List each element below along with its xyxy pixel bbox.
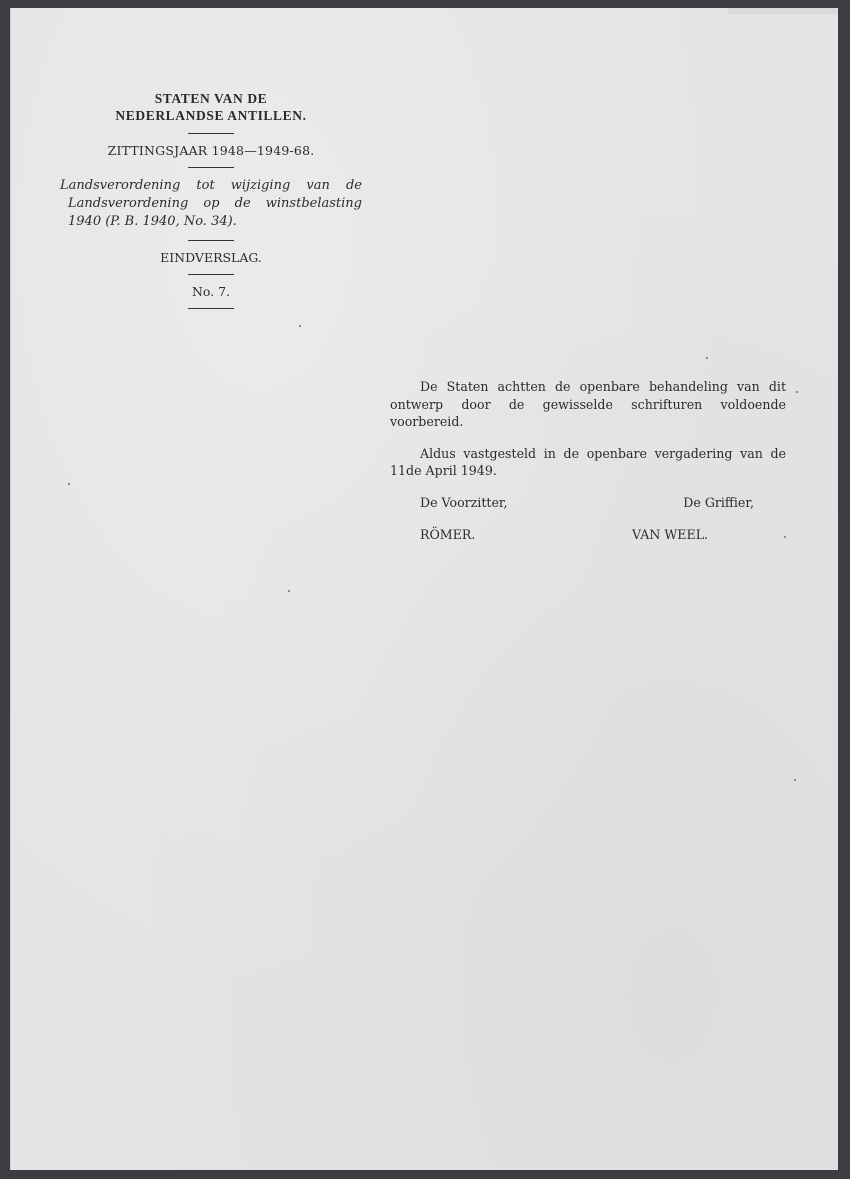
organization-line-2: NEDERLANDSE ANTILLEN. bbox=[115, 108, 307, 123]
subject-line-2: Landsverordening op de winstbelasting bbox=[68, 196, 362, 211]
document-header bbox=[60, 90, 362, 318]
session-year: ZITTINGSJAAR 1948—1949-68. bbox=[107, 143, 315, 158]
clerk-name: VAN WEEL. bbox=[632, 526, 709, 542]
document-number: No. 7. bbox=[191, 284, 231, 299]
body-paragraph-1: De Staten achtten de openbare behandeling van dit ontwerp door de gewisselde schrifturen voldoende voorbereid. bbox=[390, 379, 786, 429]
paper-speck bbox=[784, 536, 786, 538]
clerk-title: De Griffier, bbox=[683, 494, 754, 510]
subject-title bbox=[60, 177, 362, 231]
body-paragraph-2: Aldus vastgesteld in de openbare vergadering van de 11de April 1949. bbox=[390, 445, 786, 478]
signature-titles bbox=[390, 494, 786, 514]
subject-line-3: 1940 (P. B. 1940, No. 34). bbox=[68, 214, 237, 229]
paper-speck bbox=[706, 357, 708, 359]
paper-fold-edge bbox=[728, 8, 838, 14]
divider-rule bbox=[188, 274, 234, 275]
chair-name: RÖMER. bbox=[420, 526, 476, 542]
paper-speck bbox=[288, 590, 290, 592]
divider-rule bbox=[188, 133, 234, 134]
document-body bbox=[390, 378, 786, 546]
organization-line-1: STATEN VAN DE bbox=[154, 91, 268, 106]
divider-rule bbox=[188, 240, 234, 241]
paper-speck bbox=[68, 483, 70, 485]
chair-title: De Voorzitter, bbox=[420, 494, 508, 510]
paper-speck bbox=[796, 391, 798, 393]
divider-rule bbox=[188, 167, 234, 168]
document-type: EINDVERSLAG. bbox=[160, 250, 262, 265]
paper-speck bbox=[299, 325, 301, 327]
divider-rule bbox=[188, 308, 234, 309]
subject-line-1: Landsverordening tot wijziging van de bbox=[60, 178, 362, 193]
signature-names bbox=[390, 526, 786, 546]
paper-speck bbox=[794, 779, 796, 781]
